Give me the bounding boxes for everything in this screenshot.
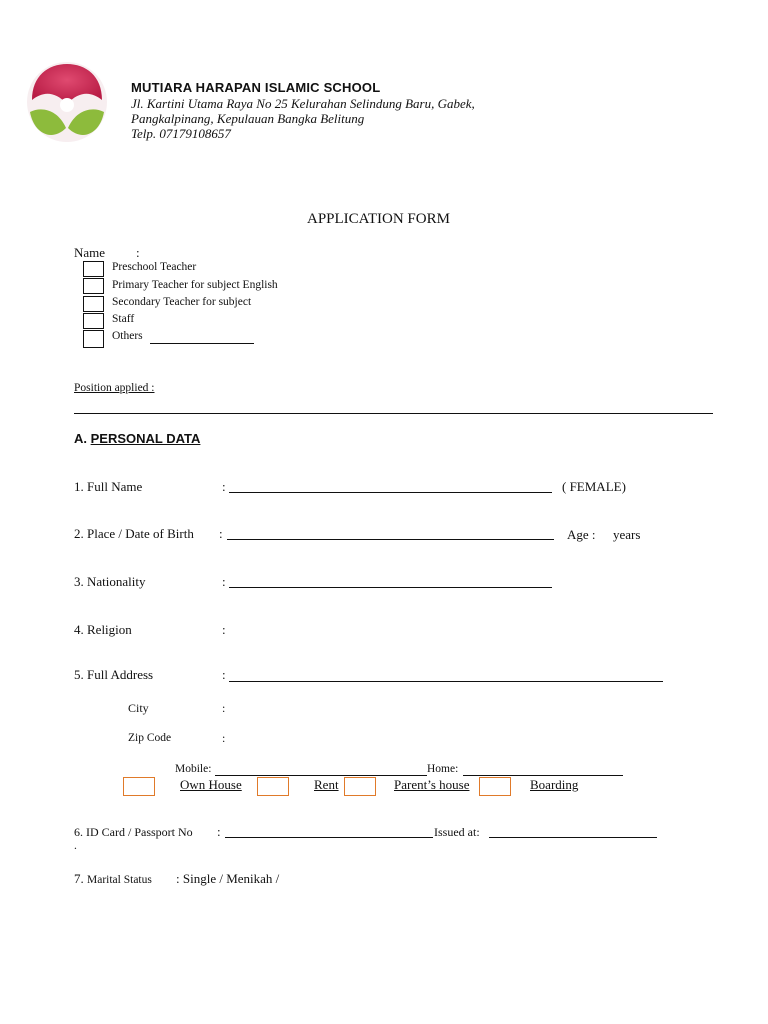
id-card-colon: : — [217, 824, 221, 839]
mobile-label: Mobile: — [175, 763, 212, 775]
section-a-heading — [74, 431, 200, 446]
option-staff: Staff — [112, 313, 135, 325]
city-label: City — [128, 701, 149, 715]
checkbox-rent[interactable] — [257, 777, 289, 796]
checkbox-parents-house[interactable] — [344, 777, 376, 796]
nationality-input-line[interactable] — [229, 587, 552, 588]
option-others: Others — [112, 330, 143, 342]
stray-dot: . — [74, 840, 77, 852]
nationality-label: 3. Nationality — [74, 574, 146, 589]
checkbox-primary-teacher[interactable] — [83, 278, 104, 294]
option-preschool-teacher: Preschool Teacher — [112, 261, 197, 273]
zip-label: Zip Code — [128, 732, 172, 744]
age-label: Age : — [567, 527, 596, 542]
checkbox-own-house[interactable] — [123, 777, 155, 796]
city-colon: : — [222, 701, 226, 715]
name-colon: : — [136, 245, 140, 260]
checkbox-staff[interactable] — [83, 313, 104, 329]
option-parents-house: Parent’s house — [394, 777, 470, 792]
zip-colon: : — [222, 731, 226, 745]
section-a-title: PERSONAL DATA — [90, 431, 201, 446]
school-name: MUTIARA HARAPAN ISLAMIC SCHOOL — [131, 80, 381, 95]
home-label: Home: — [427, 763, 459, 775]
marital-number: 7. — [74, 871, 84, 886]
school-address-line2: Pangkalpinang, Kepulauan Bangka Belitung — [131, 111, 365, 126]
option-own-house: Own House — [180, 777, 242, 792]
position-applied-line[interactable] — [74, 413, 713, 414]
checkbox-others[interactable] — [83, 330, 104, 348]
religion-label: 4. Religion — [74, 622, 132, 637]
full-name-label: 1. Full Name — [74, 479, 143, 494]
full-name-input-line[interactable] — [229, 492, 552, 493]
option-primary-teacher: Primary Teacher for subject English — [112, 279, 278, 291]
option-secondary-teacher: Secondary Teacher for subject — [112, 296, 252, 308]
gender-note: ( FEMALE) — [562, 479, 626, 494]
school-logo — [22, 62, 112, 148]
marital-options: : Single / Menikah / — [176, 871, 280, 886]
issued-at-label: Issued at: — [434, 825, 480, 839]
option-rent: Rent — [314, 777, 339, 792]
school-phone: Telp. 07179108657 — [131, 126, 231, 141]
years-label: years — [613, 527, 641, 542]
birth-colon: : — [219, 526, 223, 541]
mobile-input-line[interactable] — [215, 775, 427, 776]
others-input-line[interactable] — [150, 343, 254, 344]
form-title: APPLICATION FORM — [307, 211, 450, 227]
full-name-colon: : — [222, 479, 226, 494]
option-boarding: Boarding — [530, 777, 579, 792]
nationality-colon: : — [222, 574, 226, 589]
id-card-input-line[interactable] — [225, 837, 433, 838]
checkbox-preschool-teacher[interactable] — [83, 261, 104, 277]
marital-label: Marital Status — [87, 874, 152, 886]
address-colon: : — [222, 667, 226, 682]
birth-input-line[interactable] — [227, 539, 554, 540]
checkbox-secondary-teacher[interactable] — [83, 296, 104, 312]
position-applied-label: Position applied : — [74, 382, 155, 394]
school-address-line1: Jl. Kartini Utama Raya No 25 Kelurahan Selindung Baru, Gabek, — [131, 96, 475, 111]
id-card-label: 6. ID Card / Passport No — [74, 825, 193, 839]
address-input-line[interactable] — [229, 681, 663, 682]
address-label: 5. Full Address — [74, 667, 154, 682]
religion-colon: : — [222, 622, 226, 637]
home-input-line[interactable] — [463, 775, 623, 776]
birth-label: 2. Place / Date of Birth — [74, 526, 194, 541]
section-a-prefix: A. — [74, 431, 87, 446]
checkbox-boarding[interactable] — [479, 777, 511, 796]
name-label: Name — [74, 245, 106, 260]
issued-at-input-line[interactable] — [489, 837, 657, 838]
marital-row — [74, 871, 152, 887]
